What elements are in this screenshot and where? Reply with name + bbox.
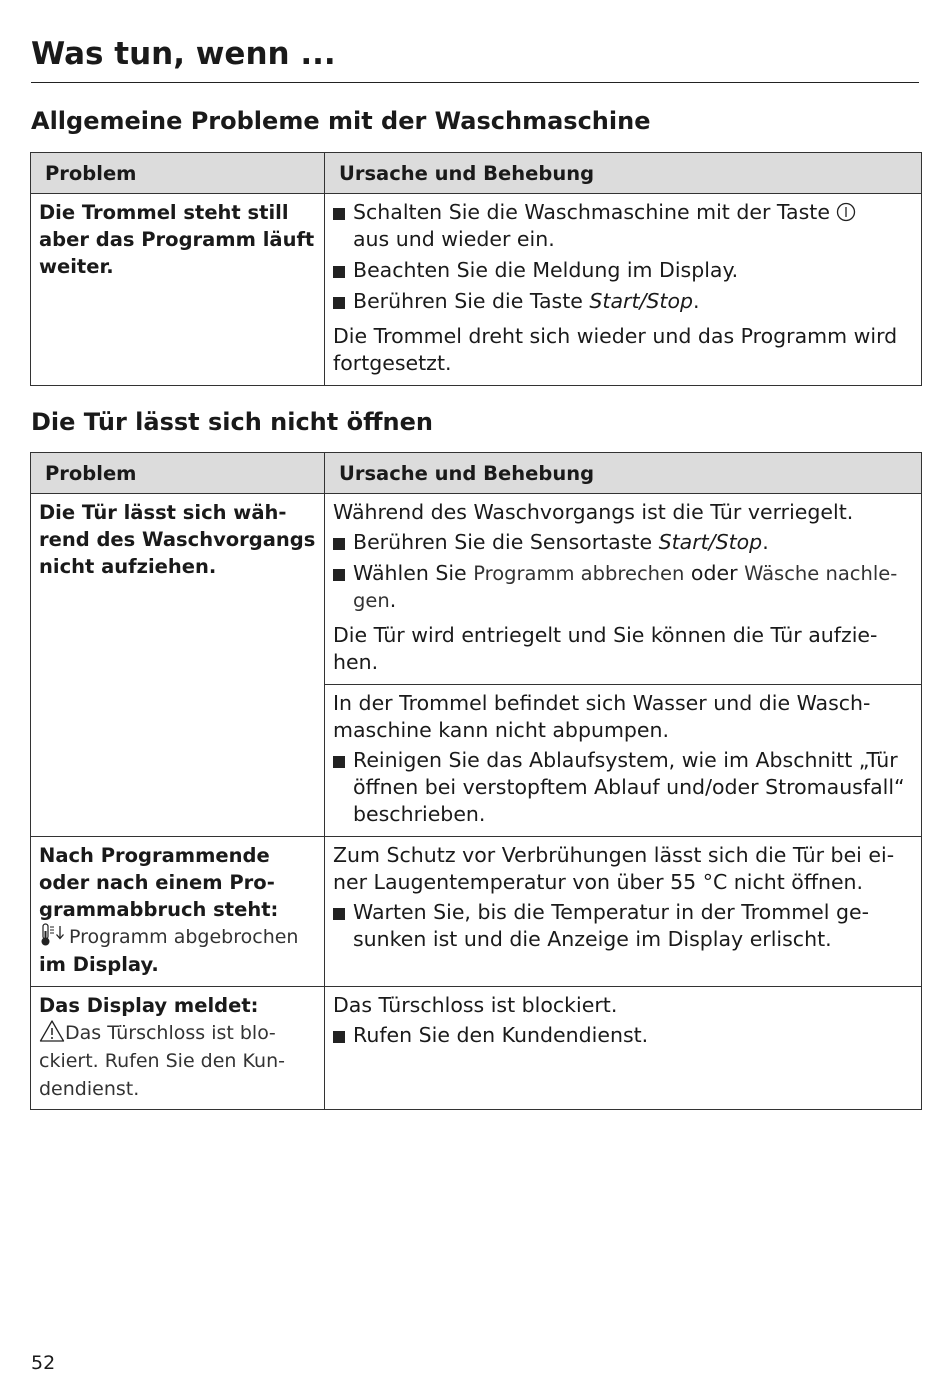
bullet-text: Schalten Sie die Waschmaschine mit der Taste [353, 200, 830, 224]
title-divider [31, 82, 919, 83]
column-header-problem: Problem [31, 153, 325, 194]
problem-cell [31, 987, 325, 1110]
column-header-problem: Problem [31, 453, 325, 494]
solution-cell [325, 685, 922, 837]
bullet-item [333, 529, 913, 556]
bullet-item: Warten Sie, bis die Temperatur in der Trommel gesunken ist und die Anzeige im Display erlischt. [333, 899, 913, 953]
display-message: Programm abgebrochen [69, 926, 299, 948]
table-header-row [31, 453, 922, 494]
bullet-text: Wählen Sie [353, 561, 467, 585]
bullet-item: Reinigen Sie das Ablaufsystem, wie im Abschnitt „Tür öffnen bei verstopftem Ablauf und/oder Stromausfall“ beschrieben. [333, 747, 913, 828]
page-number: 52 [31, 1352, 56, 1374]
key-label: Start/Stop [589, 289, 694, 313]
bullet-text-continued: aus und wieder ein. [353, 227, 555, 251]
page-title: Was tun, wenn ... [31, 36, 336, 72]
problem-cell: Die Tür lässt sich während des Waschvorgangs nicht aufziehen. [31, 494, 325, 837]
cause-text: Zum Schutz vor Verbrühungen lässt sich die Tür bei einer Laugentemperatur von über 55 °C nicht öffnen. [333, 843, 895, 894]
display-option: Programm abbrechen [473, 562, 685, 585]
section-heading-door-wont-open: Die Tür lässt sich nicht öffnen [31, 408, 433, 436]
problem-cell [31, 837, 325, 987]
punctuation: . [762, 530, 769, 554]
bullet-item [333, 199, 913, 253]
general-problems-table [30, 152, 922, 386]
column-header-cause: Ursache und Behebung [325, 153, 922, 194]
result-note: Die Tür wird entriegelt und Sie können die Tür aufziehen. [333, 623, 878, 674]
problem-text: Nach Programmende oder nach einem Programmabbruch steht: [39, 844, 279, 921]
solution-cell [325, 194, 922, 386]
problem-text: Das Display meldet: [39, 994, 259, 1017]
bullet-item: Beachten Sie die Meldung im Display. [333, 257, 913, 284]
cause-text: Während des Waschvorgangs ist die Tür verriegelt. [333, 500, 854, 524]
section-heading-general-problems: Allgemeine Probleme mit der Waschmaschine [31, 107, 651, 135]
table-row [31, 987, 922, 1110]
problem-cell: Die Trommel steht still aber das Programm läuft weiter. [31, 194, 325, 386]
warning-icon [39, 1019, 65, 1043]
table-header-row [31, 153, 922, 194]
table-row [31, 494, 922, 685]
solution-cell [325, 987, 922, 1110]
display-message: Das Türschloss ist blockiert. Rufen Sie den Kundendienst. [39, 1022, 285, 1100]
solution-cell [325, 837, 922, 987]
display-option: Wäsche nachlegen [353, 562, 898, 612]
bullet-item [333, 288, 913, 315]
punctuation: . [693, 289, 700, 313]
bullet-item: Rufen Sie den Kundendienst. [333, 1022, 913, 1049]
bullet-item [333, 560, 913, 614]
bullet-text: Berühren Sie die Taste [353, 289, 583, 313]
door-problems-table [30, 452, 922, 1110]
table-row [31, 837, 922, 987]
power-icon [836, 202, 856, 222]
cause-text: In der Trommel befindet sich Wasser und die Waschmaschine kann nicht abpumpen. [333, 691, 871, 742]
punctuation: . [389, 588, 397, 612]
result-note: Die Trommel dreht sich wieder und das Programm wird fortgesetzt. [333, 324, 898, 375]
bullet-text: Berühren Sie die Sensortaste [353, 530, 653, 554]
problem-text: im Display. [39, 953, 159, 976]
thermometer-icon [39, 923, 69, 947]
key-label: Start/Stop [658, 530, 763, 554]
table-row [31, 194, 922, 386]
column-header-cause: Ursache und Behebung [325, 453, 922, 494]
cause-text: Das Türschloss ist blockiert. [333, 993, 618, 1017]
solution-cell [325, 494, 922, 685]
bullet-text: oder [690, 561, 738, 585]
